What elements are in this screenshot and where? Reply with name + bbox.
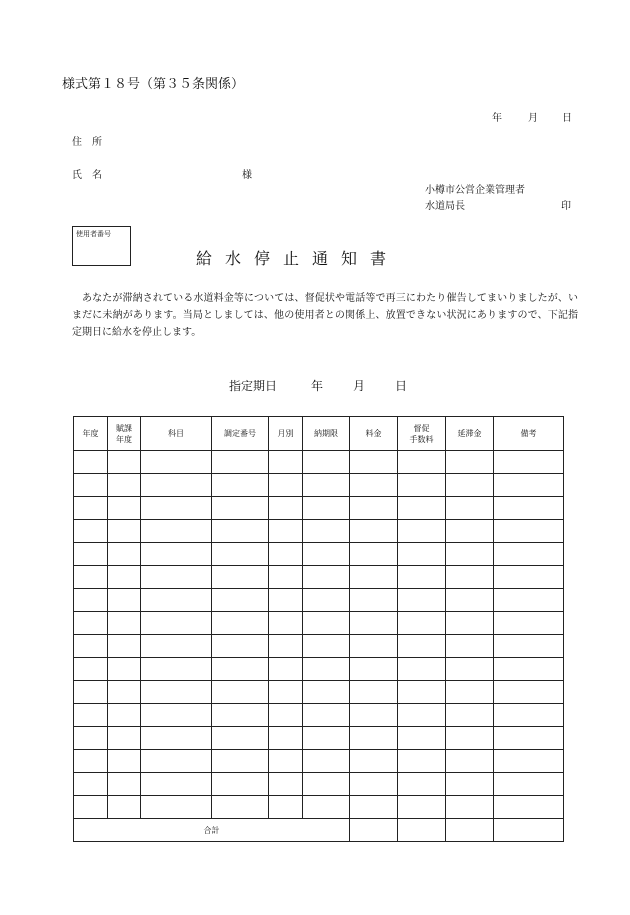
table-cell[interactable] xyxy=(141,589,212,612)
user-number-label: 使用者番号 xyxy=(76,230,111,238)
table-cell[interactable] xyxy=(494,681,564,704)
table-cell[interactable] xyxy=(74,796,108,819)
table-cell[interactable] xyxy=(141,566,212,589)
table-row xyxy=(74,451,564,474)
table-cell[interactable] xyxy=(494,796,564,819)
notice-body: あなたが滞納されている水道料金等については、督促状や電話等で再三にわたり催告してまいりましたが、いまだに未納があります。当局としましては、他の使用者との関係上、放置できない状況にありますので、下記指定期日に給水を停止します。 xyxy=(72,293,578,338)
column-header-text: 調定番号 xyxy=(224,429,256,438)
table-cell[interactable] xyxy=(74,681,108,704)
column-header-text: 延滞金 xyxy=(457,429,482,438)
table-cell[interactable] xyxy=(108,520,141,543)
table-cell[interactable] xyxy=(494,497,564,520)
table-cell[interactable] xyxy=(212,451,269,474)
table-cell[interactable] xyxy=(446,497,494,520)
table-cell[interactable] xyxy=(212,773,269,796)
designated-date-year: 年 xyxy=(311,379,324,393)
table-cell[interactable] xyxy=(74,589,108,612)
table-cell[interactable] xyxy=(350,681,398,704)
table-cell[interactable] xyxy=(269,520,303,543)
table-cell[interactable] xyxy=(350,773,398,796)
total-cell[interactable] xyxy=(398,819,446,842)
table-cell[interactable] xyxy=(494,750,564,773)
table-cell[interactable] xyxy=(141,474,212,497)
table-cell[interactable] xyxy=(269,451,303,474)
table-cell[interactable] xyxy=(494,566,564,589)
column-header xyxy=(303,417,350,451)
table-cell[interactable] xyxy=(303,497,350,520)
table-cell[interactable] xyxy=(350,589,398,612)
table-cell[interactable] xyxy=(269,750,303,773)
table-cell[interactable] xyxy=(350,750,398,773)
document-title: 給水停止通知書 xyxy=(196,249,400,268)
table-cell[interactable] xyxy=(108,566,141,589)
table-cell[interactable] xyxy=(446,520,494,543)
table-cell[interactable] xyxy=(398,589,446,612)
table-cell[interactable] xyxy=(494,658,564,681)
issue-date-year: 年 xyxy=(492,113,502,124)
total-cell[interactable] xyxy=(446,819,494,842)
table-cell[interactable] xyxy=(398,451,446,474)
table-cell[interactable] xyxy=(108,773,141,796)
table-row xyxy=(74,750,564,773)
column-header-text: 督促 xyxy=(413,423,430,433)
table-cell[interactable] xyxy=(212,520,269,543)
table-cell[interactable] xyxy=(74,520,108,543)
fee-table xyxy=(73,416,564,842)
table-cell[interactable] xyxy=(141,451,212,474)
column-header xyxy=(74,417,108,451)
designated-date-day: 日 xyxy=(395,379,408,393)
table-cell[interactable] xyxy=(398,612,446,635)
table-cell[interactable] xyxy=(108,635,141,658)
table-cell[interactable] xyxy=(108,796,141,819)
table-cell[interactable] xyxy=(494,704,564,727)
column-header-text: 年度 xyxy=(82,429,99,438)
table-header-row xyxy=(74,417,564,451)
table-cell[interactable] xyxy=(446,474,494,497)
table-cell[interactable] xyxy=(74,773,108,796)
table-cell[interactable] xyxy=(494,451,564,474)
table-cell[interactable] xyxy=(398,520,446,543)
table-cell[interactable] xyxy=(212,796,269,819)
table-cell[interactable] xyxy=(303,543,350,566)
table-cell[interactable] xyxy=(141,773,212,796)
table-cell[interactable] xyxy=(303,635,350,658)
table-cell[interactable] xyxy=(269,704,303,727)
column-header xyxy=(446,417,494,451)
table-cell[interactable] xyxy=(141,658,212,681)
table-cell[interactable] xyxy=(141,497,212,520)
table-cell[interactable] xyxy=(141,681,212,704)
table-cell[interactable] xyxy=(303,727,350,750)
table-cell[interactable] xyxy=(494,773,564,796)
table-cell[interactable] xyxy=(350,704,398,727)
table-row xyxy=(74,727,564,750)
table-cell[interactable] xyxy=(141,796,212,819)
column-header-text: 料金 xyxy=(365,429,382,438)
table-cell[interactable] xyxy=(303,658,350,681)
table-cell[interactable] xyxy=(446,773,494,796)
column-header-text: 月別 xyxy=(277,429,294,438)
table-cell[interactable] xyxy=(108,451,141,474)
user-number-box xyxy=(72,226,131,266)
table-row xyxy=(74,566,564,589)
table-cell[interactable] xyxy=(269,497,303,520)
table-cell[interactable] xyxy=(350,658,398,681)
table-cell[interactable] xyxy=(398,796,446,819)
column-header-text: 科目 xyxy=(168,429,184,438)
table-cell[interactable] xyxy=(350,497,398,520)
table-cell[interactable] xyxy=(108,704,141,727)
table-cell[interactable] xyxy=(446,635,494,658)
table-row xyxy=(74,635,564,658)
table-row xyxy=(74,796,564,819)
table-cell[interactable] xyxy=(446,796,494,819)
table-cell[interactable] xyxy=(141,704,212,727)
table-cell[interactable] xyxy=(446,451,494,474)
table-cell[interactable] xyxy=(350,635,398,658)
table-cell[interactable] xyxy=(141,543,212,566)
column-header xyxy=(269,417,303,451)
table-cell[interactable] xyxy=(108,750,141,773)
column-header xyxy=(108,417,141,451)
table-cell[interactable] xyxy=(350,451,398,474)
table-cell[interactable] xyxy=(303,451,350,474)
table-cell[interactable] xyxy=(212,543,269,566)
column-header xyxy=(141,417,212,451)
designated-date-month: 月 xyxy=(353,379,366,393)
table-cell[interactable] xyxy=(303,589,350,612)
total-row xyxy=(74,819,564,842)
table-cell[interactable] xyxy=(303,704,350,727)
table-cell[interactable] xyxy=(74,566,108,589)
table-cell[interactable] xyxy=(74,497,108,520)
column-header xyxy=(212,417,269,451)
issue-date-month: 月 xyxy=(528,113,538,124)
table-cell[interactable] xyxy=(398,681,446,704)
table-cell[interactable] xyxy=(212,612,269,635)
table-cell[interactable] xyxy=(398,543,446,566)
table-cell[interactable] xyxy=(212,658,269,681)
table-cell[interactable] xyxy=(303,681,350,704)
table-row xyxy=(74,704,564,727)
table-row xyxy=(74,681,564,704)
table-cell[interactable] xyxy=(108,612,141,635)
issuer-title: 水道局長 xyxy=(425,201,465,212)
form-number: 様式第１８号（第３５条関係） xyxy=(62,77,245,92)
table-cell[interactable] xyxy=(398,773,446,796)
table-cell[interactable] xyxy=(212,681,269,704)
table-cell[interactable] xyxy=(303,520,350,543)
table-cell[interactable] xyxy=(212,727,269,750)
table-cell[interactable] xyxy=(303,773,350,796)
address-label: 住 所 xyxy=(72,137,102,148)
table-cell[interactable] xyxy=(494,520,564,543)
table-cell[interactable] xyxy=(74,658,108,681)
total-label: 合計 xyxy=(74,819,350,842)
table-row xyxy=(74,474,564,497)
table-body xyxy=(74,451,564,819)
table-row xyxy=(74,520,564,543)
table-cell[interactable] xyxy=(350,566,398,589)
table-cell[interactable] xyxy=(350,543,398,566)
table-row xyxy=(74,612,564,635)
total-cell[interactable] xyxy=(350,819,398,842)
table-cell[interactable] xyxy=(303,612,350,635)
table-cell[interactable] xyxy=(446,612,494,635)
table-cell[interactable] xyxy=(74,704,108,727)
column-header-text: 備考 xyxy=(520,429,537,438)
table-cell[interactable] xyxy=(269,612,303,635)
table-cell[interactable] xyxy=(141,635,212,658)
table-cell[interactable] xyxy=(141,750,212,773)
seal-mark: 印 xyxy=(561,201,571,212)
table-cell[interactable] xyxy=(446,727,494,750)
name-label: 氏 名 xyxy=(72,170,102,181)
table-cell[interactable] xyxy=(494,543,564,566)
column-header-text: 納期限 xyxy=(314,429,338,438)
table-cell[interactable] xyxy=(446,566,494,589)
honorific: 様 xyxy=(242,170,252,181)
table-cell[interactable] xyxy=(269,474,303,497)
total-cell[interactable] xyxy=(494,819,564,842)
table-cell[interactable] xyxy=(212,497,269,520)
table-cell[interactable] xyxy=(494,612,564,635)
table-cell[interactable] xyxy=(446,750,494,773)
table-cell[interactable] xyxy=(212,566,269,589)
table-cell[interactable] xyxy=(74,451,108,474)
column-header xyxy=(398,417,446,451)
table-cell[interactable] xyxy=(269,658,303,681)
table-cell[interactable] xyxy=(398,474,446,497)
table-cell[interactable] xyxy=(398,658,446,681)
table-cell[interactable] xyxy=(212,589,269,612)
table-cell[interactable] xyxy=(303,566,350,589)
table-cell[interactable] xyxy=(212,635,269,658)
column-header xyxy=(350,417,398,451)
table-cell[interactable] xyxy=(350,520,398,543)
designated-date-label: 指定期日 xyxy=(229,379,278,393)
table-row xyxy=(74,497,564,520)
table-cell[interactable] xyxy=(141,727,212,750)
table-cell[interactable] xyxy=(212,474,269,497)
column-header-text: 年度 xyxy=(116,434,132,444)
column-header-text: 手数料 xyxy=(409,434,434,444)
table-cell[interactable] xyxy=(398,750,446,773)
table-cell[interactable] xyxy=(446,704,494,727)
table-row xyxy=(74,658,564,681)
table-cell[interactable] xyxy=(269,543,303,566)
table-cell[interactable] xyxy=(350,474,398,497)
table-cell[interactable] xyxy=(212,750,269,773)
table-cell[interactable] xyxy=(494,474,564,497)
table-cell[interactable] xyxy=(446,543,494,566)
table-cell[interactable] xyxy=(141,612,212,635)
table-cell[interactable] xyxy=(398,704,446,727)
table-cell[interactable] xyxy=(269,681,303,704)
issue-date-day: 日 xyxy=(562,113,572,124)
table-cell[interactable] xyxy=(269,773,303,796)
table-cell[interactable] xyxy=(350,727,398,750)
table-cell[interactable] xyxy=(108,589,141,612)
table-cell[interactable] xyxy=(398,497,446,520)
table-cell[interactable] xyxy=(446,681,494,704)
table-cell[interactable] xyxy=(108,681,141,704)
table-cell[interactable] xyxy=(108,543,141,566)
table-cell[interactable] xyxy=(269,727,303,750)
table-cell[interactable] xyxy=(494,727,564,750)
table-cell[interactable] xyxy=(398,635,446,658)
table-cell[interactable] xyxy=(108,658,141,681)
table-cell[interactable] xyxy=(269,796,303,819)
table-cell[interactable] xyxy=(74,635,108,658)
table-cell[interactable] xyxy=(350,796,398,819)
table-cell[interactable] xyxy=(269,589,303,612)
table-cell[interactable] xyxy=(494,589,564,612)
table-cell[interactable] xyxy=(269,635,303,658)
table-cell[interactable] xyxy=(74,543,108,566)
table-cell[interactable] xyxy=(303,796,350,819)
table-cell[interactable] xyxy=(74,474,108,497)
table-cell[interactable] xyxy=(350,612,398,635)
table-cell[interactable] xyxy=(303,750,350,773)
table-cell[interactable] xyxy=(108,727,141,750)
table-cell[interactable] xyxy=(74,750,108,773)
table-cell[interactable] xyxy=(398,566,446,589)
table-cell[interactable] xyxy=(74,612,108,635)
table-cell[interactable] xyxy=(494,635,564,658)
table-cell[interactable] xyxy=(398,727,446,750)
table-cell[interactable] xyxy=(108,474,141,497)
table-cell[interactable] xyxy=(269,566,303,589)
issuer-organization: 小樽市公営企業管理者 xyxy=(425,185,525,196)
column-header-text: 賦課 xyxy=(116,423,132,433)
table-cell[interactable] xyxy=(212,704,269,727)
table-row xyxy=(74,773,564,796)
column-header xyxy=(494,417,564,451)
table-cell[interactable] xyxy=(446,658,494,681)
table-cell[interactable] xyxy=(303,474,350,497)
table-row xyxy=(74,589,564,612)
table-cell[interactable] xyxy=(446,589,494,612)
table-cell[interactable] xyxy=(141,520,212,543)
table-cell[interactable] xyxy=(108,497,141,520)
table-row xyxy=(74,543,564,566)
table-cell[interactable] xyxy=(74,727,108,750)
